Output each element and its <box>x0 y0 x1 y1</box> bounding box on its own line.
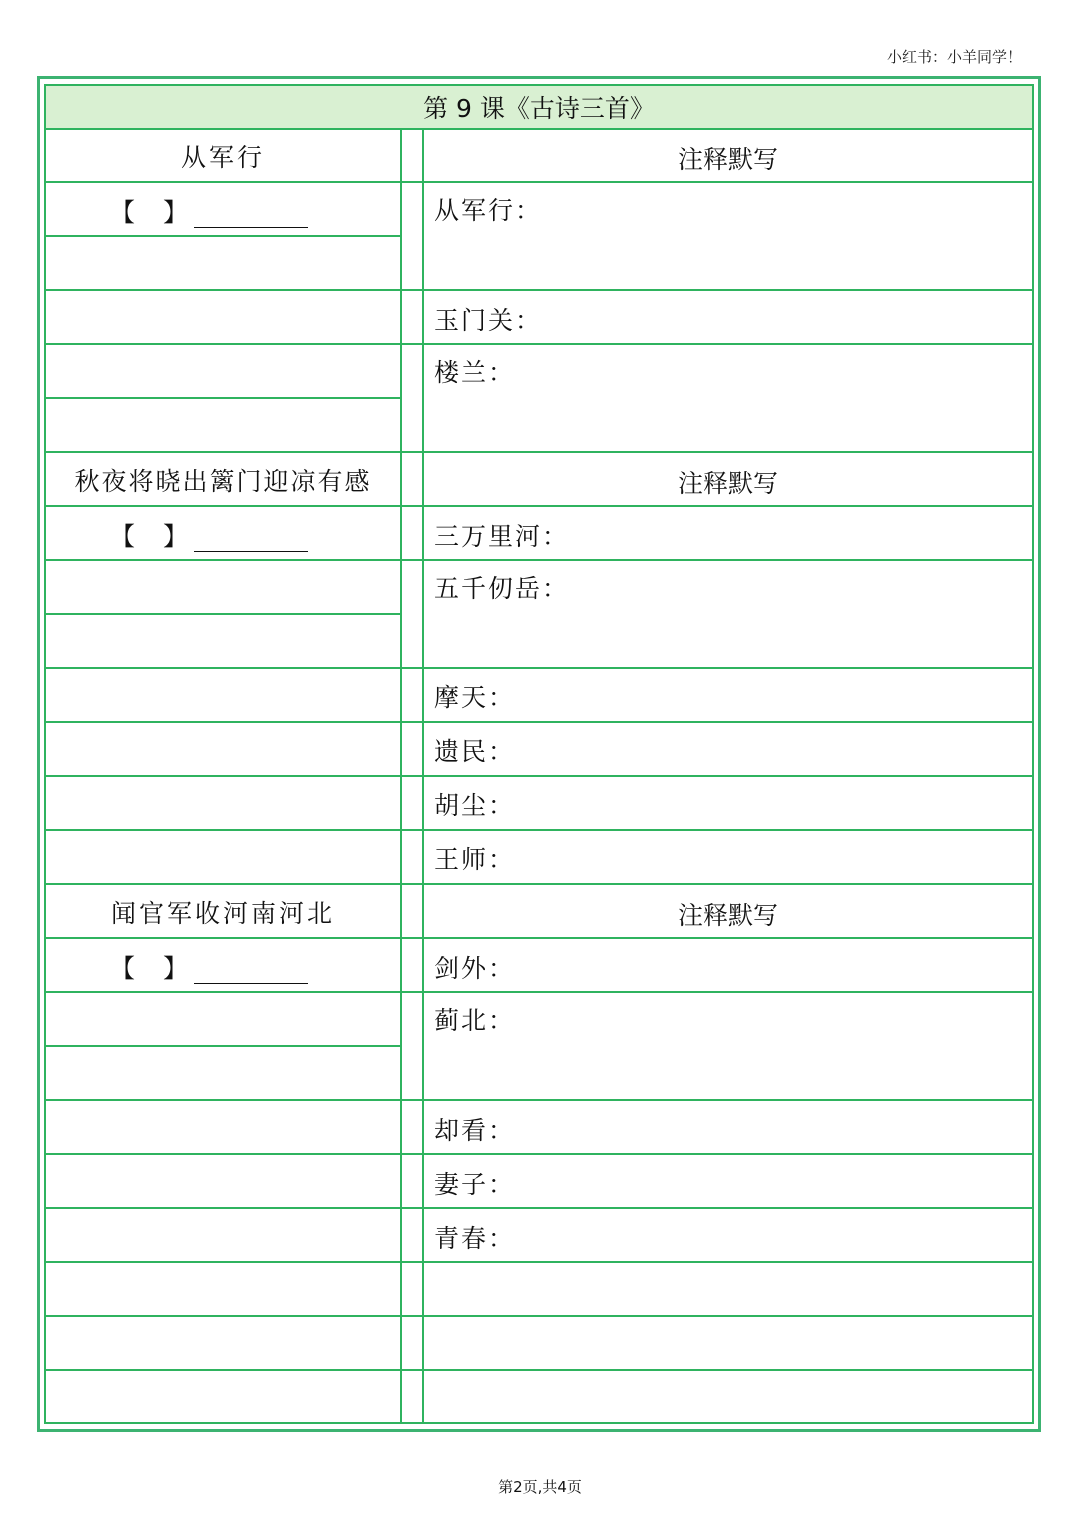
note-label: 青春： <box>434 1224 516 1253</box>
row-line <box>46 1045 400 1047</box>
note-label: 三万里河： <box>434 522 570 551</box>
note-label: 摩天： <box>434 683 516 712</box>
notes-heading: 注释默写 <box>677 145 778 174</box>
notes-heading: 注释默写 <box>677 469 778 498</box>
row-line <box>46 1207 1032 1209</box>
row-line <box>46 829 1032 831</box>
row-line <box>46 937 1032 939</box>
bracket-open: 【 <box>110 522 136 551</box>
bracket-open: 【 <box>110 954 136 983</box>
notes-heading: 注释默写 <box>677 901 778 930</box>
author-blank[interactable] <box>194 527 308 552</box>
row-line <box>46 1261 1032 1263</box>
bracket-close: 】 <box>163 198 189 227</box>
bracket-close: 】 <box>163 522 189 551</box>
row-line <box>46 289 1032 291</box>
page-number: 第2页,共4页 <box>498 1478 582 1496</box>
author-fill-line <box>110 954 308 984</box>
note-label: 王师： <box>434 845 516 874</box>
note-label: 从军行： <box>434 196 543 225</box>
row-line <box>46 559 1032 561</box>
row-line <box>46 721 1032 723</box>
row-line <box>46 1153 1032 1155</box>
note-label: 遗民： <box>434 737 516 766</box>
row-line <box>46 667 1032 669</box>
poem-title: 从军行 <box>180 143 265 172</box>
row-line <box>46 1369 1032 1371</box>
note-label: 剑外： <box>434 954 516 983</box>
bracket-close: 】 <box>163 954 189 983</box>
note-label: 蓟北： <box>434 1006 516 1035</box>
row-line <box>46 1099 1032 1101</box>
row-line <box>46 991 1032 993</box>
watermark: 小红书：小羊同学！ <box>886 48 1022 66</box>
note-label: 玉门关： <box>434 306 543 335</box>
row-line <box>46 505 1032 507</box>
author-blank[interactable] <box>194 203 308 228</box>
inner-frame <box>44 84 1034 1424</box>
row-line <box>46 235 400 237</box>
row-line <box>46 775 1032 777</box>
author-fill-line <box>110 198 308 228</box>
row-line <box>46 181 1032 183</box>
author-blank[interactable] <box>194 959 308 984</box>
poem-title: 秋夜将晓出篱门迎凉有感 <box>74 467 372 496</box>
row-line <box>46 1315 1032 1317</box>
author-fill-line <box>110 522 308 552</box>
page-title: 第 9 课《古诗三首》 <box>46 86 1032 130</box>
row-line <box>46 451 1032 453</box>
row-line <box>46 397 400 399</box>
row-line <box>46 613 400 615</box>
note-label: 胡尘： <box>434 791 516 820</box>
note-label: 妻子： <box>434 1170 516 1199</box>
bracket-open: 【 <box>110 198 136 227</box>
poem-title: 闻官军收河南河北 <box>110 899 335 928</box>
note-label: 楼兰： <box>434 358 516 387</box>
row-line <box>46 343 1032 345</box>
note-label: 却看： <box>434 1116 516 1145</box>
note-label: 五千仞岳： <box>434 574 570 603</box>
row-line <box>46 883 1032 885</box>
